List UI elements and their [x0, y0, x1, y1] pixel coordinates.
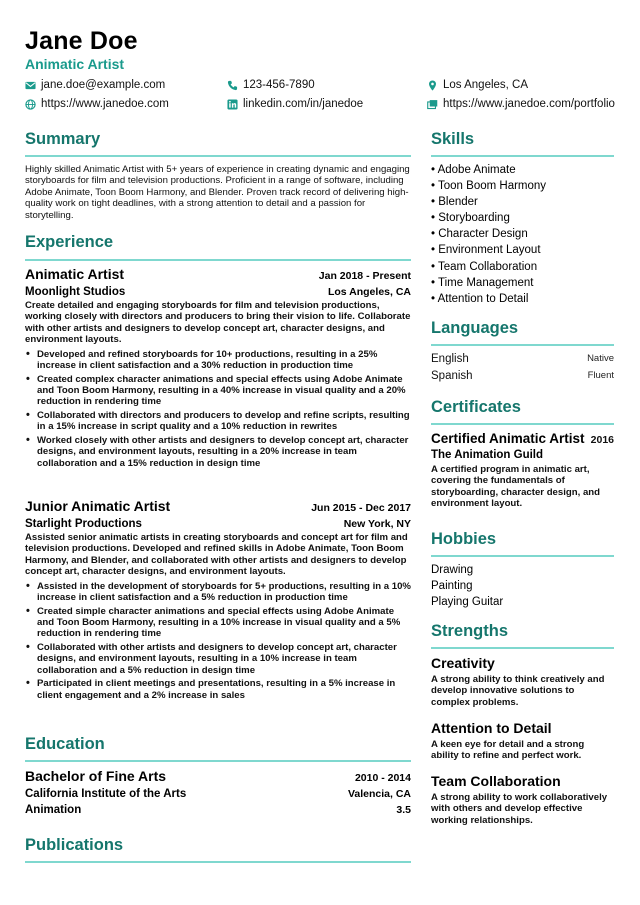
linkedin-contact[interactable] — [227, 98, 363, 110]
summary-divider — [25, 155, 411, 157]
email-text: jane.doe@example.com — [41, 79, 166, 91]
phone-icon — [227, 80, 238, 91]
skill-item: • Blender — [431, 196, 478, 209]
language-name: Spanish — [431, 369, 473, 382]
gpa: 3.5 — [396, 804, 411, 816]
job-location: Los Angeles, CA — [327, 286, 411, 298]
job-title-header: Animatic Artist — [25, 56, 125, 72]
portfolio-text: https://www.janedoe.com/portfolio — [443, 98, 615, 110]
certificate-issuer: The Animation Guild — [431, 449, 544, 461]
skill-item: • Attention to Detail — [431, 292, 529, 305]
certificate-name: Certified Animatic Artist — [431, 431, 585, 446]
degree-name: Bachelor of Fine Arts — [25, 768, 167, 784]
list-item: • Developed and refined storyboards for 10+ productions, resulting in a 25% increase in client satisfaction and a 30% reduction in production time — [25, 349, 411, 372]
education-divider — [25, 760, 411, 762]
skill-item: • Adobe Animate — [431, 164, 516, 176]
publications-heading: Publications — [25, 836, 124, 854]
list-item: • Created complex character animations and special effects using Adobe Animate and Toon Boom Harmony, resulting in a 40% increase in visual quality and a 20% reduction in rendering time — [25, 374, 411, 408]
skills-divider — [431, 155, 614, 157]
job-description: Assisted senior animatic artists in creating storyboards and concept art for film and television productions. Developed and refined skills in Adobe Animate, Toon Boom Harmony, and Blender, and collaborated with other artists and designers to develop concept art, character designs, and environment layouts. — [25, 532, 408, 578]
website-text: https://www.janedoe.com — [41, 98, 169, 110]
phone-contact[interactable] — [227, 79, 315, 91]
strengths-heading: Strengths — [431, 622, 509, 640]
skills-list — [431, 162, 614, 307]
education-entry — [25, 768, 411, 816]
languages-heading: Languages — [431, 319, 519, 337]
job-bullets — [25, 581, 411, 702]
strength-entry — [431, 773, 614, 826]
school-name: California Institute of the Arts — [25, 788, 187, 800]
job-entry — [25, 266, 411, 471]
portfolio-icon — [427, 99, 438, 110]
portfolio-contact[interactable] — [427, 98, 615, 110]
education-dates: 2010 - 2014 — [354, 772, 411, 784]
hobbies-heading: Hobbies — [431, 530, 497, 548]
strength-title: Team Collaboration — [431, 773, 561, 789]
list-item: • Participated in client meetings and presentations, resulting in a 5% increase in client engagement and a 2% increase in sales — [25, 678, 411, 701]
skill-item: • Team Collaboration — [431, 260, 538, 273]
languages-divider — [431, 344, 614, 346]
list-item: • Collaborated with other artists and designers to develop concept art, character designs, and environment layouts, resulting in a 10% increase in team collaboration and a 5% reduction in design time — [25, 642, 411, 676]
list-item: • Created simple character animations and special effects using Adobe Animate and Toon Boom Harmony, resulting in a 10% increase in visual quality and a 5% reduction in rendering time — [25, 606, 411, 640]
skill-item: • Time Management — [431, 276, 534, 289]
strength-title: Attention to Detail — [431, 720, 552, 736]
job-dates: Jun 2015 - Dec 2017 — [311, 502, 411, 514]
hobby-item: Painting — [431, 580, 473, 592]
hobby-item: Drawing — [431, 564, 474, 576]
job-title: Animatic Artist — [25, 266, 125, 282]
job-description: Create detailed and engaging storyboards for film and television productions, working closely with directors and producers to bring their vision to life. Collaborate with other artists and designers to develop concept art, character designs, and environment layouts. — [25, 300, 411, 346]
certificate-entry — [431, 431, 614, 510]
globe-icon — [25, 99, 36, 110]
list-item: • Assisted in the development of storyboards for 5+ productions, resulting in a 10% increase in client satisfaction and a 5% reduction in production time — [25, 581, 411, 604]
strength-text: A strong ability to think creatively and develop innovative solutions to complex problems. — [431, 674, 605, 708]
email-contact[interactable] — [25, 79, 165, 91]
job-bullets — [25, 349, 411, 470]
hobby-item: Playing Guitar — [431, 596, 504, 608]
experience-heading: Experience — [25, 233, 114, 251]
language-level: Native — [587, 353, 614, 364]
certificates-divider — [431, 423, 614, 425]
skill-item: • Storyboarding — [431, 212, 510, 225]
strength-entry — [431, 655, 614, 708]
linkedin-text: linkedin.com/in/janedoe — [243, 98, 364, 110]
summary-heading: Summary — [25, 130, 101, 148]
company-name: Starlight Productions — [25, 518, 142, 530]
languages-list — [431, 351, 614, 384]
strength-entry — [431, 720, 614, 762]
certificate-year: 2016 — [590, 434, 614, 446]
experience-divider — [25, 259, 411, 261]
strengths-divider — [431, 647, 614, 649]
location-contact — [427, 79, 528, 91]
hobbies-divider — [431, 555, 614, 557]
skill-item: • Character Design — [431, 228, 528, 241]
location-text: Los Angeles, CA — [443, 79, 529, 91]
skills-heading: Skills — [431, 130, 475, 148]
job-location: New York, NY — [343, 518, 411, 530]
hobbies-list — [431, 562, 614, 610]
language-row — [431, 368, 614, 385]
website-contact[interactable] — [25, 98, 169, 110]
job-dates: Jan 2018 - Present — [318, 270, 411, 282]
summary-text: Highly skilled Animatic Artist with 5+ years of experience in creating dynamic and engaging storyboards for film and television productions. Proficient in a range of software, including Adobe Animate, Toon Boom Harmony, and Blender. Proven track record of delivering high-quality work on tight deadlines, with a strong attention to detail and a passion for storytelling. — [25, 164, 410, 221]
strength-text: A strong ability to work collaboratively with others and develop effective working relationships. — [431, 792, 608, 826]
language-level: Fluent — [587, 369, 614, 381]
publications-divider — [25, 861, 411, 863]
education-heading: Education — [25, 735, 105, 753]
phone-text: 123-456-7890 — [243, 79, 315, 91]
envelope-icon — [25, 80, 36, 91]
strength-title: Creativity — [431, 655, 495, 671]
job-entry — [25, 498, 411, 703]
language-name: English — [431, 353, 469, 365]
certificates-heading: Certificates — [431, 398, 521, 416]
skill-item: • Environment Layout — [431, 244, 541, 257]
school-location: Valencia, CA — [347, 788, 411, 800]
job-title: Junior Animatic Artist — [25, 498, 171, 514]
company-name: Moonlight Studios — [25, 286, 126, 298]
strength-text: A keen eye for detail and a strong ability to refine and perfect work. — [431, 739, 585, 762]
list-item: • Collaborated with directors and producers to develop and refine scripts, resulting in a 15% increase in script quality and a 10% reduction in rewrites — [25, 410, 411, 433]
major: Animation — [25, 804, 82, 816]
linkedin-icon — [227, 99, 238, 110]
certificate-description: A certified program in animatic art, covering the fundamentals of storyboarding, character design, and environment layout. — [431, 464, 600, 510]
list-item: • Worked closely with other artists and designers to develop concept art, character designs, and environment layouts, resulting in a 20% increase in team collaboration and a 15% reduction in design time — [25, 435, 411, 469]
language-row — [431, 351, 614, 368]
skill-item: • Toon Boom Harmony — [431, 180, 547, 193]
candidate-name: Jane Doe — [25, 27, 138, 55]
map-pin-icon — [427, 80, 438, 91]
